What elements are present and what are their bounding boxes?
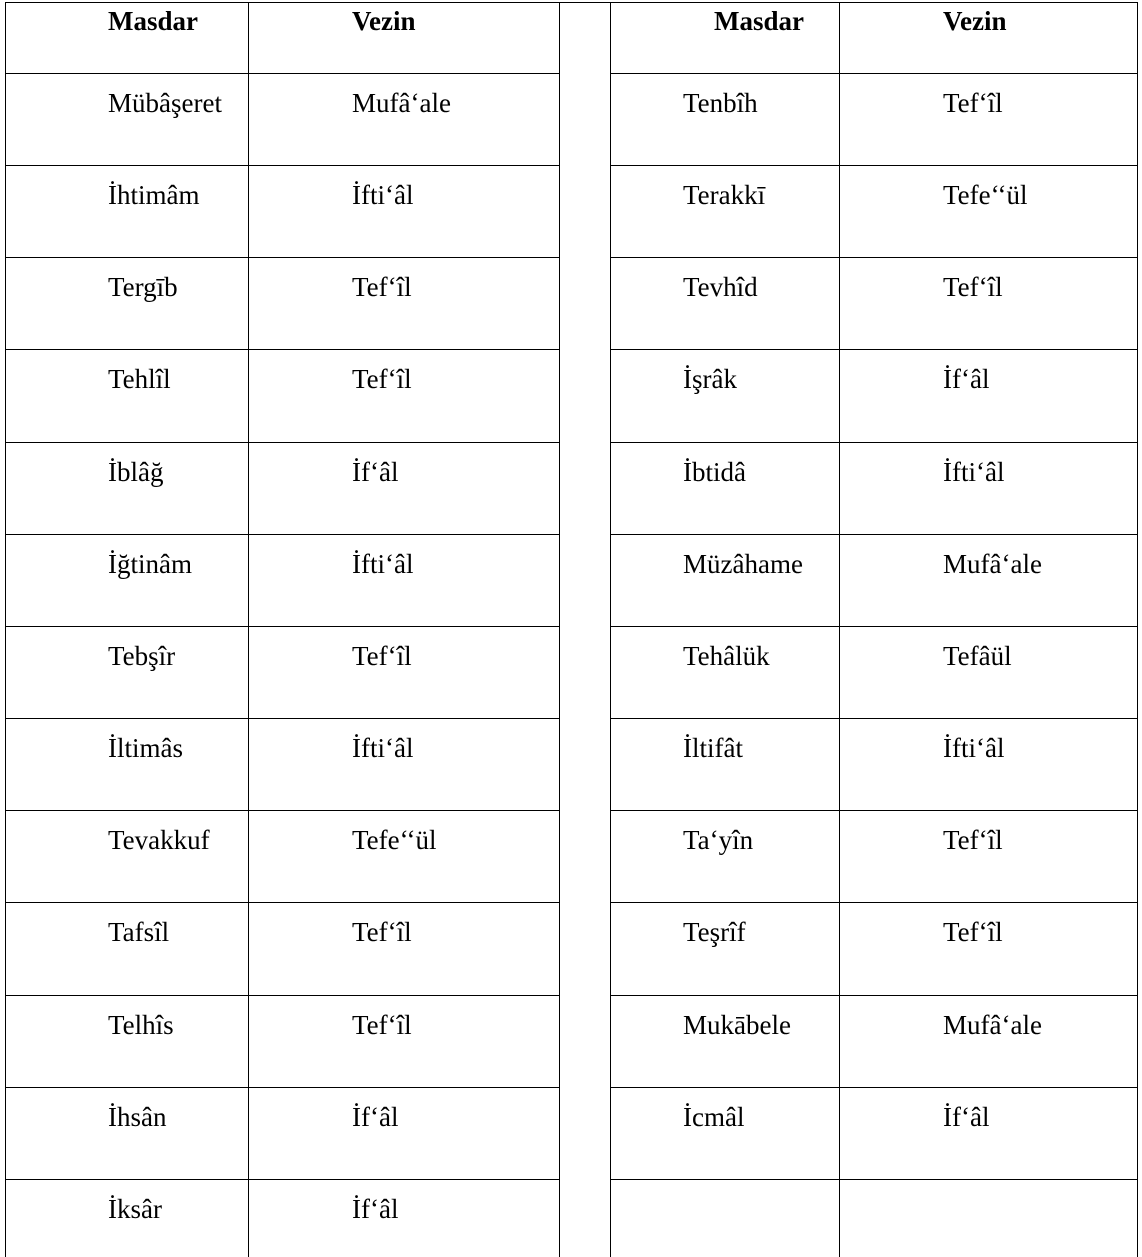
right-vezin-cell: Tefâül [943,641,1012,671]
row-rule-right [610,902,1138,903]
row-rule-right [610,1179,1138,1180]
row-rule-right [610,626,1138,627]
left-masdar-cell: Mübâşeret [108,88,222,118]
row-rule-left [5,810,560,811]
row-rule-left [5,165,560,166]
left-vezin-cell: Tef‘îl [352,272,412,302]
left-vezin-cell: Tefe‘‘ül [352,825,437,855]
vertical-rule [559,2,560,1257]
left-masdar-cell: İhtimâm [108,180,200,210]
row-rule-left [5,349,560,350]
left-vezin-cell: Mufâ‘ale [352,88,451,118]
right-vezin-cell: Tefe‘‘ül [943,180,1028,210]
row-rule-left [5,995,560,996]
left-header-vezin: Vezin [352,6,416,36]
right-masdar-cell: Tenbîh [683,88,758,118]
right-vezin-cell: İfti‘âl [943,733,1005,763]
left-vezin-cell: Tef‘îl [352,917,412,947]
right-vezin-cell: Mufâ‘ale [943,549,1042,579]
left-vezin-cell: İfti‘âl [352,549,414,579]
left-masdar-cell: Tafsîl [108,917,170,947]
vertical-rule [248,2,249,1257]
right-masdar-cell: İşrâk [683,364,737,394]
right-masdar-cell: İbtidâ [683,457,746,487]
row-rule-right [610,165,1138,166]
right-vezin-cell: Tef‘îl [943,825,1003,855]
right-header-masdar: Masdar [714,6,804,36]
left-vezin-cell: Tef‘îl [352,1010,412,1040]
right-masdar-cell: Mukābele [683,1010,791,1040]
right-vezin-cell: İfti‘âl [943,457,1005,487]
row-rule-right [610,810,1138,811]
left-masdar-cell: Telhîs [108,1010,174,1040]
top-border [5,2,1138,3]
right-masdar-cell: Teşrîf [683,917,746,947]
vertical-rule [5,2,6,1257]
right-vezin-cell: Tef‘îl [943,917,1003,947]
right-vezin-cell: İf‘âl [943,364,990,394]
left-masdar-cell: İhsân [108,1102,167,1132]
left-masdar-cell: Tevakkuf [108,825,210,855]
left-vezin-cell: İf‘âl [352,457,399,487]
right-vezin-cell: İf‘âl [943,1102,990,1132]
row-rule-left [5,442,560,443]
left-header-masdar: Masdar [108,6,198,36]
left-masdar-cell: Tergīb [108,272,178,302]
vertical-rule [839,2,840,1257]
vertical-rule [610,2,611,1257]
left-masdar-cell: İğtinâm [108,549,192,579]
row-rule-left [5,1179,560,1180]
row-rule-right [610,718,1138,719]
right-header-vezin: Vezin [943,6,1007,36]
left-vezin-cell: Tef‘îl [352,641,412,671]
left-masdar-cell: İltimâs [108,733,183,763]
left-masdar-cell: İksâr [108,1194,162,1224]
left-vezin-cell: İfti‘âl [352,180,414,210]
header-rule-left [5,73,560,74]
row-rule-right [610,257,1138,258]
row-rule-left [5,1087,560,1088]
left-vezin-cell: İf‘âl [352,1102,399,1132]
right-masdar-cell: Terakkī [683,180,766,210]
right-masdar-cell: Tehâlük [683,641,770,671]
right-vezin-cell: Mufâ‘ale [943,1010,1042,1040]
left-masdar-cell: Tehlîl [108,364,171,394]
left-vezin-cell: İf‘âl [352,1194,399,1224]
right-masdar-cell: İcmâl [683,1102,745,1132]
right-masdar-cell: Tevhîd [683,272,758,302]
vertical-rule [1137,2,1138,1257]
row-rule-left [5,626,560,627]
row-rule-right [610,995,1138,996]
row-rule-left [5,257,560,258]
row-rule-right [610,1087,1138,1088]
left-masdar-cell: İblâğ [108,457,164,487]
header-rule-right [610,73,1138,74]
row-rule-left [5,718,560,719]
left-vezin-cell: Tef‘îl [352,364,412,394]
right-masdar-cell: Ta‘yîn [683,825,754,855]
right-vezin-cell: Tef‘îl [943,88,1003,118]
row-rule-left [5,534,560,535]
left-vezin-cell: İfti‘âl [352,733,414,763]
row-rule-right [610,442,1138,443]
right-masdar-cell: Müzâhame [683,549,803,579]
row-rule-right [610,349,1138,350]
row-rule-left [5,902,560,903]
left-masdar-cell: Tebşîr [108,641,176,671]
right-masdar-cell: İltifât [683,733,743,763]
row-rule-right [610,534,1138,535]
right-vezin-cell: Tef‘îl [943,272,1003,302]
